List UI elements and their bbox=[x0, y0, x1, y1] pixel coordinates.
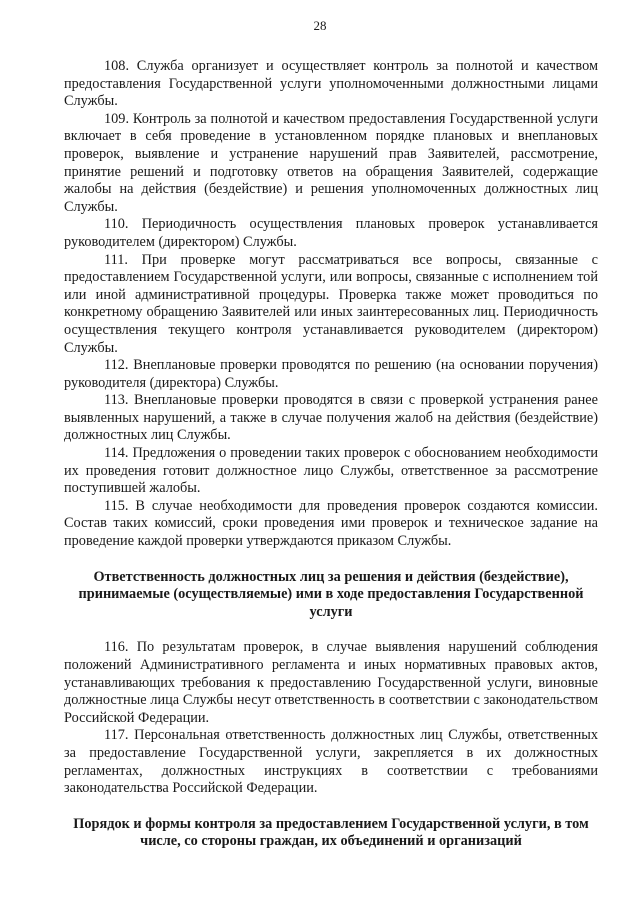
paragraph-109: 109. Контроль за полнотой и качеством предоставления Государственной услуги включает в себя проведение в установленном порядке плановых и внеплановых проверок, выявление и устранение нарушений прав Заявителей, рассмотрение, принятие решений и подготовку ответов на обращения Заявителей, содержащие жалобы на действия (бездействие) и решения уполномоченных должностных лиц Службы. bbox=[64, 110, 598, 215]
paragraph-115: 115. В случае необходимости для проведения проверок создаются комиссии. Состав таких комиссий, сроки проведения ими проверок и техническое задание на проведение каждой проверки утверждаются приказом Службы. bbox=[64, 497, 598, 550]
paragraph-110: 110. Периодичность осуществления плановых проверок устанавливается руководителем (директором) Службы. bbox=[64, 216, 598, 250]
paragraph-117: 117. Персональная ответственность должностных лиц Службы, ответственных за предоставление Государственной услуги, закрепляется в их должностных регламентах, должностных инструкциях в соответствии с требованиями законодательства Российской Федерации. bbox=[64, 727, 598, 797]
paragraph-108: 108. Служба организует и осуществляет контроль за полнотой и качеством предоставления Государственной услуги уполномоченными должностными лицами Службы. bbox=[64, 58, 598, 110]
paragraph-113: 113. Внеплановые проверки проводятся в связи с проверкой устранения ранее выявленных нарушений, а также в случае получения жалоб на действия (бездействие) должностных лиц Службы. bbox=[64, 392, 598, 444]
section-heading-control-forms: Порядок и формы контроля за предоставлением Государственной услуги, в том числе, со стороны граждан, их объединений и организаций bbox=[73, 815, 589, 850]
document-body bbox=[64, 58, 598, 851]
paragraph-112: 112. Внеплановые проверки проводятся по решению (на основании поручения) руководителя (директора) Службы. bbox=[64, 357, 598, 391]
page-number: 28 bbox=[313, 18, 327, 33]
paragraph-114: 114. Предложения о проведении таких проверок с обоснованием необходимости их проведения готовит должностное лицо Службы, ответственное за рассмотрение поступившей жалобы. bbox=[64, 445, 598, 497]
paragraph-111: 111. При проверке могут рассматриваться все вопросы, связанные с предоставлением Государственной услуги, или вопросы, связанные с исполнением той или иной административной процедуры. Проверка также может проводиться по конкретному обращению Заявителей или иных заинтересованных лиц. Периодичность осуществления текущего контроля устанавливается руководителем (директором) Службы. bbox=[64, 251, 598, 356]
paragraph-116: 116. По результатам проверок, в случае выявления нарушений соблюдения положений Административного регламента и иных нормативных правовых актов, устанавливающих требования к предоставлению Государственной услуги, виновные должностные лица Службы несут ответственность в соответствии с законодательством Российской Федерации. bbox=[64, 639, 598, 726]
section-heading-responsibility: Ответственность должностных лиц за решения и действия (бездействие), принимаемые (осуществляемые) ими в ходе предоставления Государственной услуги bbox=[78, 568, 584, 620]
